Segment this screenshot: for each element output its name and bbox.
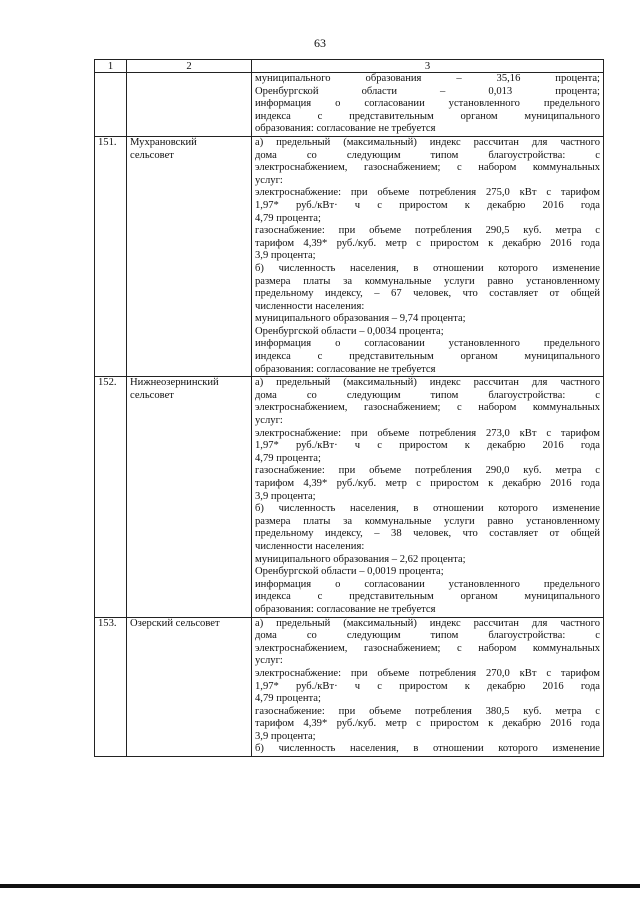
- text-line: 3,9 процента;: [255, 490, 316, 502]
- text-line: информация о согласовании установленного предельного: [255, 578, 600, 590]
- text-line: дома со следующим типом благоустройства: с: [255, 149, 600, 161]
- row-number: 152.: [95, 377, 127, 617]
- text-line: услуг:: [255, 174, 283, 186]
- table-row: [95, 377, 604, 617]
- text-line: электроснабжением, газоснабжением; с набором коммунальных: [255, 402, 600, 414]
- header-col-3: 3: [252, 60, 604, 73]
- text-line: предельному индексу, – 38 человек, что составляет от общей: [255, 528, 600, 540]
- continuation-num-cell: [95, 73, 127, 137]
- name-line: сельсовет: [130, 149, 174, 161]
- continuation-text-cell: [252, 73, 604, 137]
- index-description: [252, 617, 604, 757]
- header-col-1: 1: [95, 60, 127, 73]
- municipality-name: [127, 136, 252, 376]
- tariff-index-table: [94, 59, 604, 757]
- text-line: Оренбургской области – 0,013 процента;: [255, 85, 600, 97]
- text-line: дома со следующим типом благоустройства: с: [255, 630, 600, 642]
- text-line: образования: согласование не требуется: [255, 363, 436, 375]
- header-row: [95, 60, 604, 73]
- text-line: дома со следующим типом благоустройства: с: [255, 389, 600, 401]
- text-line: электроснабжение: при объеме потребления 273,0 кВт с тарифом: [255, 427, 600, 439]
- text-line: размера платы за коммунальные услуги равно установленному: [255, 275, 600, 287]
- text-line: б) численность населения, в отношении которого изменение: [255, 743, 600, 755]
- text-line: образования: согласование не требуется: [255, 123, 436, 135]
- text-line: индекса с представительным органом муниципального: [255, 110, 600, 122]
- text-line: индекса с представительным органом муниципального: [255, 591, 600, 603]
- text-line: размера платы за коммунальные услуги равно установленному: [255, 515, 600, 527]
- text-line: муниципального образования – 35,16 процента;: [255, 73, 600, 84]
- continuation-name-cell: [127, 73, 252, 137]
- text-line: индекса с представительным органом муниципального: [255, 351, 600, 363]
- text-line: электроснабжением, газоснабжением; с набором коммунальных: [255, 642, 600, 654]
- text-line: электроснабжение: при объеме потребления 270,0 кВт с тарифом: [255, 667, 600, 679]
- text-line: информация о согласовании установленного предельного: [255, 98, 600, 110]
- municipality-name: [127, 377, 252, 617]
- continuation-row: [95, 73, 604, 137]
- text-line: информация о согласовании установленного предельного: [255, 338, 600, 350]
- text-line: Оренбургской области – 0,0034 процента;: [255, 325, 444, 337]
- text-line: электроснабжение: при объеме потребления 275,0 кВт с тарифом: [255, 187, 600, 199]
- text-line: численности населения:: [255, 540, 365, 552]
- text-line: 1,97* руб./кВт· ч с приростом к декабрю 2016 года: [255, 199, 600, 211]
- text-line: газоснабжение: при объеме потребления 380,5 куб. метра с: [255, 705, 600, 717]
- text-line: тарифом 4,39* руб./куб. метр с приростом к декабрю 2016 года: [255, 718, 600, 730]
- text-line: муниципального образования – 2,62 процента;: [255, 553, 466, 565]
- text-line: муниципального образования – 9,74 процента;: [255, 313, 466, 325]
- text-line: а) предельный (максимальный) индекс рассчитан для частного: [255, 617, 600, 629]
- text-line: 3,9 процента;: [255, 730, 316, 742]
- text-line: 1,97* руб./кВт· ч с приростом к декабрю 2016 года: [255, 680, 600, 692]
- text-line: газоснабжение: при объеме потребления 290,5 куб. метра с: [255, 225, 600, 237]
- text-line: образования: согласование не требуется: [255, 603, 436, 615]
- text-line: 1,97* руб./кВт· ч с приростом к декабрю 2016 года: [255, 440, 600, 452]
- text-line: б) численность населения, в отношении которого изменение: [255, 503, 600, 515]
- index-description: [252, 377, 604, 617]
- table-row: [95, 136, 604, 376]
- text-line: тарифом 4,39* руб./куб. метр с приростом к декабрю 2016 года: [255, 237, 600, 249]
- name-line: сельсовет: [130, 389, 174, 401]
- row-number: 153.: [95, 617, 127, 757]
- text-line: 4,79 процента;: [255, 693, 321, 705]
- text-line: 4,79 процента;: [255, 212, 321, 224]
- page-bottom-border: [0, 884, 640, 888]
- text-line: 4,79 процента;: [255, 452, 321, 464]
- text-line: тарифом 4,39* руб./куб. метр с приростом к декабрю 2016 года: [255, 478, 600, 489]
- text-line: услуг:: [255, 415, 283, 427]
- header-col-2: 2: [127, 60, 252, 73]
- text-line: электроснабжением, газоснабжением; с набором коммунальных: [255, 162, 600, 174]
- text-line: Оренбургской области – 0,0019 процента;: [255, 566, 444, 578]
- table-row: [95, 617, 604, 757]
- page-number: 63: [314, 36, 326, 50]
- text-line: а) предельный (максимальный) индекс рассчитан для частного: [255, 136, 600, 148]
- row-number: 151.: [95, 136, 127, 376]
- text-line: газоснабжение: при объеме потребления 290,0 куб. метра с: [255, 465, 600, 477]
- municipality-name: [127, 617, 252, 757]
- name-line: Мухрановский: [130, 136, 197, 148]
- name-line: Озерский сельсовет: [130, 617, 220, 629]
- text-line: предельному индексу, – 67 человек, что составляет от общей: [255, 288, 600, 300]
- text-line: услуг:: [255, 655, 283, 667]
- name-line: Нижнеозернинский: [130, 377, 219, 389]
- text-line: б) численность населения, в отношении которого изменение: [255, 262, 600, 274]
- text-line: а) предельный (максимальный) индекс рассчитан для частного: [255, 377, 600, 389]
- text-line: 3,9 процента;: [255, 250, 316, 262]
- text-line: численности населения:: [255, 300, 365, 312]
- index-description: [252, 136, 604, 376]
